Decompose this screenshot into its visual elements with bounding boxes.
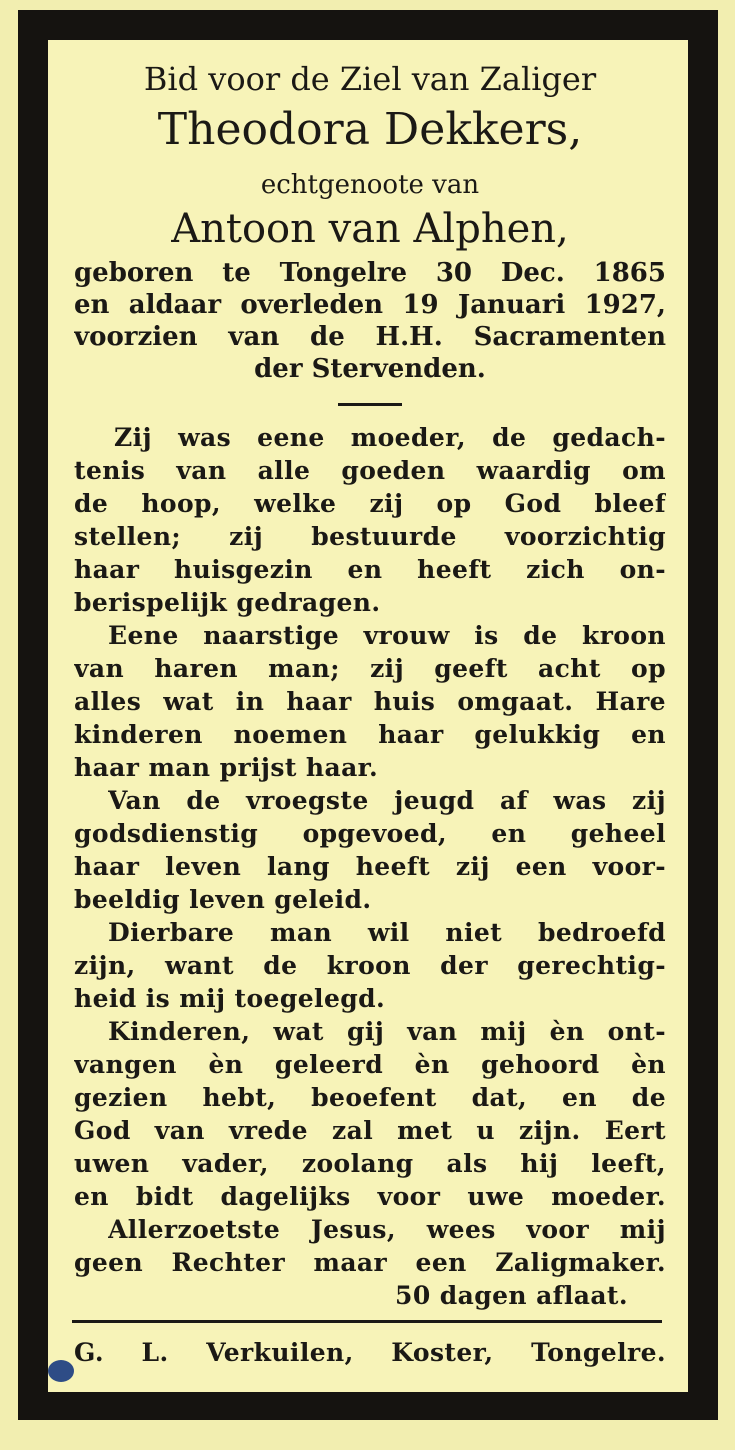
body-line: vangen èn geleerd èn gehoord èn [74, 1050, 666, 1079]
body-line: de hoop, welke zij op God bleef [74, 489, 666, 518]
ink-stain [48, 1360, 74, 1382]
body-line: uwen vader, zoolang als hij leeft, [74, 1149, 666, 1178]
indulgence-line: 50 dagen aflaat. [395, 1281, 628, 1310]
footer-divider [72, 1320, 662, 1323]
short-divider [338, 403, 402, 406]
body-line: heid is mij toegelegd. [74, 984, 386, 1013]
body-line: Zij was eene moeder, de gedach- [114, 423, 666, 452]
detail-line: voorzien van de H.H. Sacramenten [74, 322, 666, 352]
body-line: geen Rechter maar een Zaligmaker. [74, 1248, 666, 1277]
body-line: Dierbare man wil niet bedroefd [108, 918, 666, 947]
spouse-name: Antoon van Alphen, [171, 206, 569, 252]
body-line: Van de vroegste jeugd af was zij [108, 786, 666, 815]
body-line: haar man prijst haar. [74, 753, 379, 782]
body-line: berispelijk gedragen. [74, 588, 381, 617]
body-line: God van vrede zal met u zijn. Eert [74, 1116, 666, 1145]
body-line: godsdienstig opgevoed, en geheel [74, 819, 666, 848]
body-line: zijn, want de kroon der gerechtig- [74, 951, 666, 980]
relation-text: echtgenoote van [260, 170, 480, 200]
body-line: van haren man; zij geeft acht op [74, 654, 666, 683]
printer-credit: G. L. Verkuilen, Koster, Tongelre. [74, 1338, 666, 1367]
card-content [48, 40, 688, 1392]
body-line: tenis van alle goeden waardig om [74, 456, 666, 485]
body-line: haar leven lang heeft zij een voor- [74, 852, 666, 881]
detail-line: der Stervenden. [254, 354, 486, 384]
body-line: Kinderen, wat gij van mij èn ont- [108, 1017, 666, 1046]
body-line: gezien hebt, beoefent dat, en de [74, 1083, 666, 1112]
body-line: stellen; zij bestuurde voorzichtig [74, 522, 666, 551]
body-line: Eene naarstige vrouw is de kroon [108, 621, 666, 650]
detail-line: en aldaar overleden 19 Januari 1927, [74, 290, 666, 320]
body-line: haar huisgezin en heeft zich on- [74, 555, 666, 584]
body-line: alles wat in haar huis omgaat. Hare [74, 687, 666, 716]
prayer-heading: Bid voor de Ziel van Zaliger [143, 60, 597, 98]
body-line: en bidt dagelijks voor uwe moeder. [74, 1182, 666, 1211]
detail-line: geboren te Tongelre 30 Dec. 1865 [74, 258, 666, 288]
body-line: beeldig leven geleid. [74, 885, 372, 914]
deceased-name: Theodora Dekkers, [157, 104, 583, 155]
body-line: Allerzoetste Jesus, wees voor mij [108, 1215, 666, 1244]
body-line: kinderen noemen haar gelukkig en [74, 720, 666, 749]
